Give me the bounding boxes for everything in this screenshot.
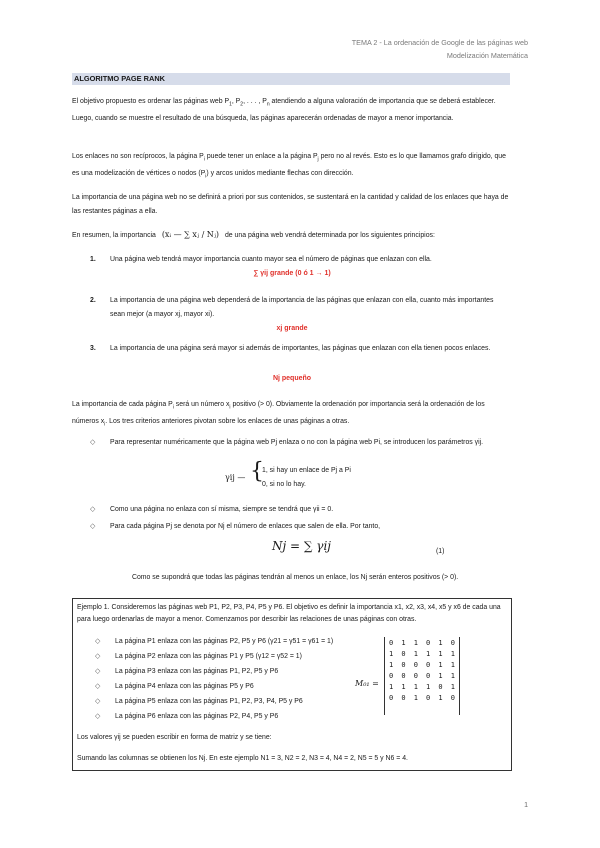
example-item-3: La página P3 enlaza con las páginas P1, P2, P5 y P6 (115, 668, 279, 675)
matrix-cell: 0 (401, 649, 406, 658)
matrix-cell: 0 (413, 671, 418, 680)
equation-number: (1) (436, 548, 445, 555)
bullet-gamma-definition: Para representar numéricamente que la página web Pj enlaza o no con la página web Pi, se introducen los parámetros γij. (110, 439, 484, 446)
matrix-cell: 1 (389, 660, 394, 669)
bullet-icon: ◇ (95, 638, 101, 645)
matrix-cell: 1 (401, 682, 406, 691)
matrix-cell: 1 (401, 638, 406, 647)
matrix-cell: 1 (438, 649, 443, 658)
matrix-cell: 1 (450, 682, 455, 691)
adjacency-matrix (384, 637, 460, 715)
principle-2-number: 2. (90, 297, 96, 304)
matrix-cell: 1 (438, 693, 443, 702)
example-item-5: La página P5 enlaza con las páginas P1, P2, P3, P4, P5 y P6 (115, 698, 303, 705)
matrix-row (385, 659, 459, 670)
case-2: 0, si no lo hay. (262, 481, 306, 488)
paragraph-ordering: La importancia de cada página $P_i$ será un número $x_i$ positivo (> 0). Obviamente la ordenación por importancia será la ordenación de los números $x_i$. Los tres criterios anteriores pivotan sobre los enlaces de unas páginas a otras. (72, 401, 485, 428)
matrix-cell: 0 (426, 671, 431, 680)
bullet-icon: ◇ (95, 653, 101, 660)
example-item-1: La página P1 enlaza con las páginas P2, P5 y P6 (γ21 = γ51 = γ61 = 1) (115, 638, 334, 645)
matrix-cell: 1 (438, 671, 443, 680)
paragraph-positive-links: Como se supondrá que todas las páginas tendrán al menos un enlace, los Nj serán enteros positivos (> 0). (132, 574, 459, 581)
example-item-4: La página P4 enlaza con las páginas P5 y P6 (115, 683, 254, 690)
bullet-icon: ◇ (95, 683, 101, 690)
bullet-icon: ◇ (90, 523, 96, 530)
section-title: ALGORITMO PAGE RANK (72, 73, 510, 85)
bullet-icon: ◇ (90, 506, 96, 513)
matrix-cell: 1 (413, 638, 418, 647)
matrix-cell: 1 (426, 649, 431, 658)
formula-xi: (xᵢ — ∑ xⱼ / Nⱼ) (161, 230, 220, 239)
example-intro: Ejemplo 1. Consideremos las páginas web P1, P2, P3, P4, P5 y P6. El objetivo es definir la importancia x1, x2, x3, x4, x5 y x6 de cada una para luego ordenarlas de mayor a menor. Comenzamos por describir las relaciones de unas páginas con otras. (77, 604, 501, 623)
bullet-icon: ◇ (95, 713, 101, 720)
bullet-nj-definition: Para cada página Pj se denota por Nj el número de enlaces que salen de ella. Por tanto, (110, 523, 381, 530)
page-header (352, 36, 528, 62)
principle-3-number: 3. (90, 345, 96, 352)
matrix-cell: 1 (438, 638, 443, 647)
matrix-cell: 1 (389, 682, 394, 691)
matrix-cell: 0 (389, 638, 394, 647)
matrix-cell: 0 (426, 693, 431, 702)
matrix-cell: 1 (413, 693, 418, 702)
nj-formula: Nj = ∑ γij (272, 539, 332, 553)
matrix-row (385, 681, 459, 692)
case-1: 1, si hay un enlace de Pj a Pi (262, 467, 351, 474)
matrix-cell: 0 (413, 660, 418, 669)
example-sum-text: Sumando las columnas se obtienen los Nj. En este ejemplo N1 = 3, N2 = 2, N3 = 4, N4 = 2, N5 = 5 y N6 = 4. (77, 755, 408, 762)
matrix-cell: 0 (438, 682, 443, 691)
example-item-6: La página P6 enlaza con las páginas P2, P4, P5 y P6 (115, 713, 279, 720)
bullet-no-self-link: Como una página no enlaza con sí misma, siempre se tendrá que γii = 0. (110, 506, 334, 513)
matrix-row (385, 648, 459, 659)
matrix-cell: 1 (389, 649, 394, 658)
matrix-label: M₀₁ = (355, 679, 379, 688)
matrix-cell: 0 (389, 671, 394, 680)
matrix-cell: 1 (450, 671, 455, 680)
principle-2-text: La importancia de una página web dependerá de la importancia de las páginas que enlazan con ella, cuanto más importantes sean mejor (a mayor xj, mayor xi). (110, 297, 494, 318)
matrix-cell: 0 (426, 660, 431, 669)
matrix-cell: 1 (413, 649, 418, 658)
matrix-cell: 1 (413, 682, 418, 691)
principle-2-highlight: xj grande (276, 325, 308, 332)
matrix-row (385, 670, 459, 681)
principle-3-highlight: Nj pequeño (272, 375, 312, 382)
paragraph-summary: En resumen, la importancia (xᵢ — ∑ xⱼ / Nⱼ) de una página web vendrá determinada por los siguientes principios: (72, 230, 435, 239)
header-line-2: Modelización Matemática (446, 51, 528, 60)
matrix-cell: 0 (450, 638, 455, 647)
paragraph-links: Los enlaces no son recíprocos, la página $P_i$ puede tener un enlace a la página $P_j$ pero no al revés. Esto es lo que llamamos grafo dirigido, que es una modelización de vértices o nodos $(P_i)$ y arcos unidos mediante flechas con dirección. (72, 153, 506, 180)
matrix-cell: 0 (389, 693, 394, 702)
example-item-2: La página P2 enlaza con las páginas P1 y P5 (γ12 = γ52 = 1) (115, 653, 302, 660)
matrix-cell: 0 (450, 693, 455, 702)
matrix-table (385, 637, 459, 703)
matrix-cell: 0 (401, 660, 406, 669)
principle-1-highlight: ∑ γij grande (0 ó 1 → 1) (253, 270, 331, 277)
matrix-cell: 0 (426, 638, 431, 647)
matrix-row (385, 637, 459, 648)
header-line-1: TEMA 2 - La ordenación de Google de las páginas web (351, 38, 528, 47)
principle-3-text: La importancia de una página será mayor si además de importantes, las páginas que enlazan con ella tienen pocos enlaces. (110, 345, 491, 352)
paragraph-importance: La importancia de una página web no se definirá a priori por sus contenidos, se sustentará en la cantidad y calidad de los enlaces que haya de las restantes páginas a ella. (72, 194, 509, 215)
gamma-label: γij — (225, 473, 246, 482)
matrix-cell: 1 (426, 682, 431, 691)
principle-1-number: 1. (90, 256, 96, 263)
matrix-cell: 1 (450, 649, 455, 658)
brace-icon: { (250, 459, 264, 484)
page-number: 1 (524, 802, 528, 809)
matrix-row (385, 692, 459, 703)
matrix-cell: 1 (438, 660, 443, 669)
bullet-icon: ◇ (95, 698, 101, 705)
matrix-cell: 0 (401, 671, 406, 680)
matrix-cell: 1 (450, 660, 455, 669)
example-values-text: Los valores γij se pueden escribir en forma de matriz y se tiene: (77, 734, 272, 741)
bullet-icon: ◇ (90, 439, 96, 446)
paragraph-objective: El objetivo propuesto es ordenar las páginas web $P_1$, $P_2$, . . . , $P_n$ atendiendo a alguna valoración de importancia que se deberá establecer. Luego, cuando se muestre el resultado de una búsqueda, las páginas aparecerán ordenadas de mayor a menor importancia. (72, 98, 496, 122)
principle-1-text: Una página web tendrá mayor importancia cuanto mayor sea el número de páginas que enlazan con ella. (110, 256, 432, 263)
bullet-icon: ◇ (95, 668, 101, 675)
matrix-cell: 0 (401, 693, 406, 702)
